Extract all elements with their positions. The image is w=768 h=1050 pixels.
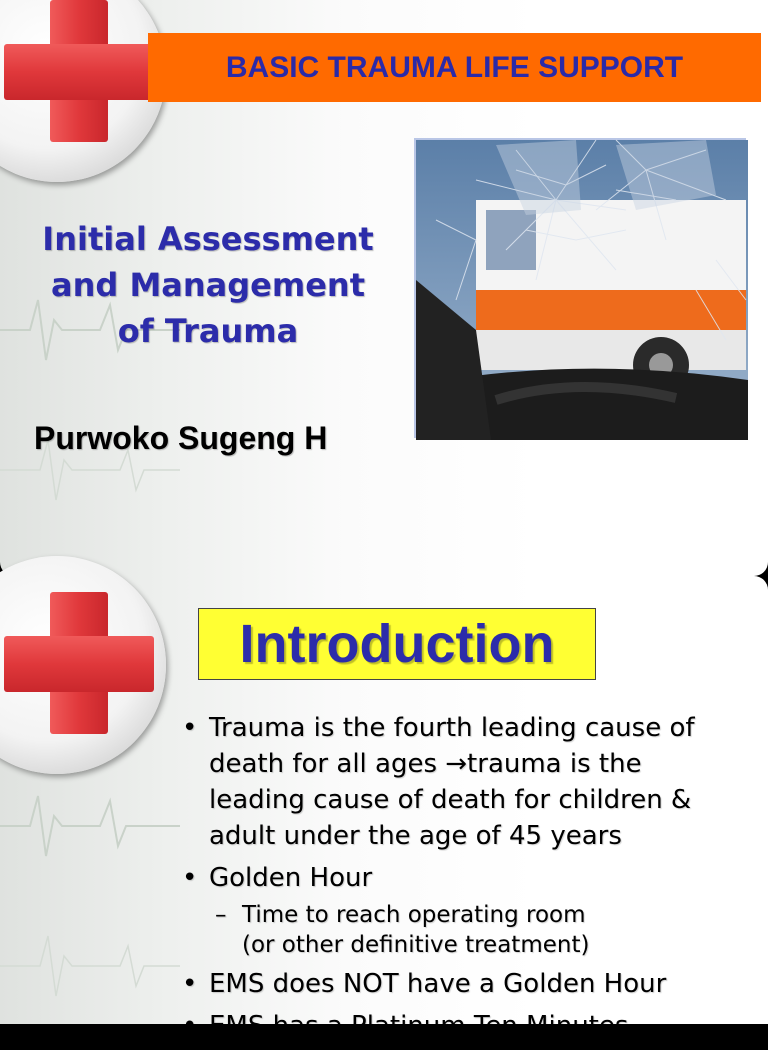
title-line: Initial Assessment	[42, 220, 374, 258]
sub-list-item	[209, 900, 742, 960]
bullet-line: adult under the age of 45 years	[209, 821, 622, 851]
list-item	[182, 860, 742, 960]
list-item	[182, 710, 742, 854]
slide-title	[18, 216, 398, 354]
bullet-line: • Golden Hour	[209, 863, 373, 893]
bullet-line: • EMS does NOT have a Golden Hour	[209, 969, 667, 999]
sub-line: (or other definitive treatment)	[242, 932, 590, 958]
introduction-slide	[0, 576, 768, 1041]
title-line: of Trauma	[117, 312, 299, 350]
author-name: Purwoko Sugeng H	[34, 420, 328, 456]
title-line: and Management	[51, 266, 365, 304]
banner-title: BASIC TRAUMA LIFE SUPPORT	[225, 50, 684, 84]
bullet-list	[182, 710, 742, 1050]
bullet-line: leading cause of death for children &	[209, 785, 692, 815]
sub-list	[209, 900, 742, 960]
sub-line: – Time to reach operating room	[242, 902, 586, 928]
introduction-heading	[198, 608, 596, 680]
ambulance-photo	[414, 138, 746, 438]
list-item	[182, 1008, 742, 1044]
bullet-line: • Trauma is the fourth leading cause of	[209, 713, 695, 743]
bullet-line: death for all ages →trauma is the	[209, 749, 642, 779]
bullet-line: • EMS has a Platinum Ten Minutes	[209, 1011, 629, 1041]
heading-text: Introduction	[239, 614, 555, 674]
list-item	[182, 966, 742, 1002]
header-banner	[148, 33, 761, 102]
